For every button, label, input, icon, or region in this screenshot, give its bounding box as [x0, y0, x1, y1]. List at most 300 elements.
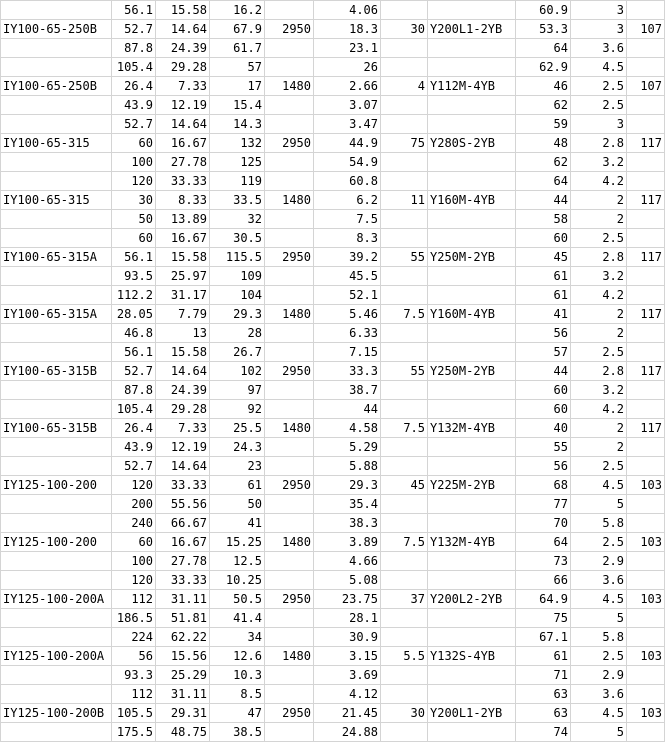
cell-head[interactable]: 29.3 — [210, 305, 265, 324]
cell-efficiency[interactable]: 67.1 — [516, 628, 571, 647]
cell-npsh[interactable]: 4.5 — [571, 704, 627, 723]
cell-npsh[interactable]: 3.6 — [571, 685, 627, 704]
cell-head[interactable]: 12.6 — [210, 647, 265, 666]
cell-weight[interactable] — [627, 210, 665, 229]
cell-head[interactable]: 24.3 — [210, 438, 265, 457]
cell-flow-m3h[interactable]: 175.5 — [112, 723, 156, 742]
cell-speed[interactable]: 2950 — [265, 248, 314, 267]
cell-weight[interactable] — [627, 495, 665, 514]
cell-pump-model[interactable]: IY100-65-315 — [1, 134, 112, 153]
cell-npsh[interactable]: 2 — [571, 438, 627, 457]
cell-speed[interactable] — [265, 58, 314, 77]
cell-head[interactable]: 26.7 — [210, 343, 265, 362]
cell-efficiency[interactable]: 68 — [516, 476, 571, 495]
cell-speed[interactable] — [265, 381, 314, 400]
cell-motor-power[interactable] — [381, 685, 428, 704]
cell-npsh[interactable]: 4.2 — [571, 400, 627, 419]
cell-npsh[interactable]: 2.9 — [571, 552, 627, 571]
cell-flow-ls[interactable]: 16.67 — [156, 134, 210, 153]
cell-weight[interactable] — [627, 343, 665, 362]
cell-flow-ls[interactable]: 7.33 — [156, 77, 210, 96]
cell-efficiency[interactable]: 61 — [516, 267, 571, 286]
cell-pump-model[interactable] — [1, 438, 112, 457]
cell-motor-model[interactable]: Y132M-4YB — [428, 419, 516, 438]
cell-pump-model[interactable] — [1, 343, 112, 362]
cell-shaft-power[interactable]: 7.15 — [314, 343, 381, 362]
cell-shaft-power[interactable]: 35.4 — [314, 495, 381, 514]
cell-motor-model[interactable] — [428, 153, 516, 172]
cell-motor-model[interactable] — [428, 552, 516, 571]
cell-shaft-power[interactable]: 4.06 — [314, 1, 381, 20]
cell-motor-model[interactable] — [428, 495, 516, 514]
cell-shaft-power[interactable]: 44 — [314, 400, 381, 419]
cell-head[interactable]: 102 — [210, 362, 265, 381]
cell-flow-m3h[interactable]: 52.7 — [112, 362, 156, 381]
cell-speed[interactable] — [265, 571, 314, 590]
cell-npsh[interactable]: 2.5 — [571, 96, 627, 115]
cell-flow-ls[interactable]: 33.33 — [156, 172, 210, 191]
cell-efficiency[interactable]: 66 — [516, 571, 571, 590]
cell-pump-model[interactable] — [1, 381, 112, 400]
cell-shaft-power[interactable]: 4.12 — [314, 685, 381, 704]
cell-flow-m3h[interactable]: 200 — [112, 495, 156, 514]
cell-flow-m3h[interactable]: 105.5 — [112, 704, 156, 723]
cell-flow-m3h[interactable]: 105.4 — [112, 58, 156, 77]
cell-efficiency[interactable]: 75 — [516, 609, 571, 628]
cell-motor-model[interactable] — [428, 115, 516, 134]
cell-shaft-power[interactable]: 5.29 — [314, 438, 381, 457]
cell-flow-m3h[interactable]: 43.9 — [112, 438, 156, 457]
cell-shaft-power[interactable]: 23.75 — [314, 590, 381, 609]
cell-weight[interactable]: 117 — [627, 191, 665, 210]
cell-head[interactable]: 30.5 — [210, 229, 265, 248]
cell-efficiency[interactable]: 48 — [516, 134, 571, 153]
cell-motor-power[interactable]: 7.5 — [381, 533, 428, 552]
cell-head[interactable]: 16.2 — [210, 1, 265, 20]
cell-efficiency[interactable]: 60.9 — [516, 1, 571, 20]
cell-motor-power[interactable] — [381, 96, 428, 115]
cell-npsh[interactable]: 3 — [571, 20, 627, 39]
cell-speed[interactable] — [265, 685, 314, 704]
cell-flow-ls[interactable]: 12.19 — [156, 438, 210, 457]
cell-npsh[interactable]: 2.5 — [571, 647, 627, 666]
cell-npsh[interactable]: 2 — [571, 210, 627, 229]
cell-motor-model[interactable] — [428, 39, 516, 58]
cell-efficiency[interactable]: 73 — [516, 552, 571, 571]
cell-motor-model[interactable] — [428, 324, 516, 343]
cell-motor-model[interactable] — [428, 571, 516, 590]
cell-weight[interactable] — [627, 58, 665, 77]
cell-flow-m3h[interactable]: 30 — [112, 191, 156, 210]
cell-flow-ls[interactable]: 15.58 — [156, 1, 210, 20]
cell-motor-model[interactable]: Y225M-2YB — [428, 476, 516, 495]
cell-motor-power[interactable] — [381, 381, 428, 400]
cell-flow-ls[interactable]: 33.33 — [156, 571, 210, 590]
cell-pump-model[interactable] — [1, 457, 112, 476]
cell-weight[interactable]: 103 — [627, 704, 665, 723]
cell-motor-power[interactable] — [381, 666, 428, 685]
cell-head[interactable]: 14.3 — [210, 115, 265, 134]
cell-flow-ls[interactable]: 55.56 — [156, 495, 210, 514]
cell-pump-model[interactable] — [1, 267, 112, 286]
cell-speed[interactable]: 1480 — [265, 647, 314, 666]
cell-efficiency[interactable]: 63 — [516, 685, 571, 704]
cell-efficiency[interactable]: 44 — [516, 362, 571, 381]
cell-npsh[interactable]: 3 — [571, 115, 627, 134]
cell-shaft-power[interactable]: 4.66 — [314, 552, 381, 571]
cell-flow-ls[interactable]: 25.97 — [156, 267, 210, 286]
cell-npsh[interactable]: 2 — [571, 305, 627, 324]
cell-shaft-power[interactable]: 54.9 — [314, 153, 381, 172]
cell-weight[interactable] — [627, 666, 665, 685]
cell-flow-ls[interactable]: 13.89 — [156, 210, 210, 229]
cell-shaft-power[interactable]: 38.3 — [314, 514, 381, 533]
cell-weight[interactable]: 107 — [627, 20, 665, 39]
cell-pump-model[interactable] — [1, 96, 112, 115]
cell-flow-ls[interactable]: 15.56 — [156, 647, 210, 666]
cell-weight[interactable]: 117 — [627, 419, 665, 438]
cell-motor-model[interactable] — [428, 685, 516, 704]
cell-efficiency[interactable]: 40 — [516, 419, 571, 438]
cell-motor-model[interactable]: Y250M-2YB — [428, 248, 516, 267]
cell-efficiency[interactable]: 55 — [516, 438, 571, 457]
cell-motor-power[interactable] — [381, 115, 428, 134]
cell-head[interactable]: 32 — [210, 210, 265, 229]
cell-speed[interactable]: 1480 — [265, 305, 314, 324]
cell-weight[interactable] — [627, 324, 665, 343]
cell-shaft-power[interactable]: 5.08 — [314, 571, 381, 590]
cell-motor-power[interactable] — [381, 153, 428, 172]
cell-efficiency[interactable]: 64.9 — [516, 590, 571, 609]
cell-weight[interactable]: 103 — [627, 533, 665, 552]
cell-motor-power[interactable]: 11 — [381, 191, 428, 210]
cell-efficiency[interactable]: 62.9 — [516, 58, 571, 77]
cell-head[interactable]: 10.25 — [210, 571, 265, 590]
cell-npsh[interactable]: 2.8 — [571, 248, 627, 267]
cell-efficiency[interactable]: 77 — [516, 495, 571, 514]
cell-pump-model[interactable]: IY125-100-200A — [1, 647, 112, 666]
cell-weight[interactable]: 117 — [627, 362, 665, 381]
cell-flow-m3h[interactable]: 112 — [112, 685, 156, 704]
cell-shaft-power[interactable]: 44.9 — [314, 134, 381, 153]
cell-flow-ls[interactable]: 7.33 — [156, 419, 210, 438]
cell-head[interactable]: 8.5 — [210, 685, 265, 704]
cell-flow-ls[interactable]: 24.39 — [156, 39, 210, 58]
cell-flow-m3h[interactable]: 87.8 — [112, 39, 156, 58]
cell-motor-power[interactable] — [381, 343, 428, 362]
cell-motor-power[interactable]: 7.5 — [381, 305, 428, 324]
cell-weight[interactable] — [627, 457, 665, 476]
cell-motor-model[interactable] — [428, 514, 516, 533]
cell-shaft-power[interactable]: 21.45 — [314, 704, 381, 723]
cell-shaft-power[interactable]: 3.47 — [314, 115, 381, 134]
cell-head[interactable]: 15.4 — [210, 96, 265, 115]
cell-efficiency[interactable]: 71 — [516, 666, 571, 685]
cell-pump-model[interactable] — [1, 571, 112, 590]
cell-speed[interactable] — [265, 609, 314, 628]
cell-flow-m3h[interactable]: 52.7 — [112, 20, 156, 39]
cell-shaft-power[interactable]: 29.3 — [314, 476, 381, 495]
cell-speed[interactable] — [265, 514, 314, 533]
cell-speed[interactable]: 1480 — [265, 533, 314, 552]
cell-head[interactable]: 47 — [210, 704, 265, 723]
cell-shaft-power[interactable]: 3.89 — [314, 533, 381, 552]
cell-efficiency[interactable]: 62 — [516, 96, 571, 115]
cell-flow-m3h[interactable]: 105.4 — [112, 400, 156, 419]
cell-head[interactable]: 50 — [210, 495, 265, 514]
cell-head[interactable]: 97 — [210, 381, 265, 400]
cell-weight[interactable]: 107 — [627, 77, 665, 96]
cell-pump-model[interactable] — [1, 172, 112, 191]
cell-shaft-power[interactable]: 6.33 — [314, 324, 381, 343]
cell-motor-model[interactable] — [428, 438, 516, 457]
cell-shaft-power[interactable]: 52.1 — [314, 286, 381, 305]
cell-shaft-power[interactable]: 3.69 — [314, 666, 381, 685]
cell-flow-m3h[interactable]: 112 — [112, 590, 156, 609]
cell-pump-model[interactable] — [1, 115, 112, 134]
cell-npsh[interactable]: 2.5 — [571, 533, 627, 552]
cell-efficiency[interactable]: 63 — [516, 704, 571, 723]
cell-flow-m3h[interactable]: 100 — [112, 153, 156, 172]
cell-motor-power[interactable] — [381, 628, 428, 647]
cell-motor-model[interactable] — [428, 666, 516, 685]
cell-flow-m3h[interactable]: 120 — [112, 571, 156, 590]
cell-efficiency[interactable]: 70 — [516, 514, 571, 533]
cell-motor-model[interactable]: Y250M-2YB — [428, 362, 516, 381]
cell-npsh[interactable]: 3.2 — [571, 153, 627, 172]
cell-flow-ls[interactable]: 15.58 — [156, 343, 210, 362]
cell-head[interactable]: 61.7 — [210, 39, 265, 58]
cell-shaft-power[interactable]: 26 — [314, 58, 381, 77]
cell-flow-ls[interactable]: 24.39 — [156, 381, 210, 400]
cell-flow-m3h[interactable]: 46.8 — [112, 324, 156, 343]
cell-head[interactable]: 57 — [210, 58, 265, 77]
cell-flow-m3h[interactable]: 43.9 — [112, 96, 156, 115]
cell-flow-ls[interactable]: 27.78 — [156, 552, 210, 571]
cell-motor-model[interactable] — [428, 286, 516, 305]
cell-pump-model[interactable] — [1, 1, 112, 20]
cell-speed[interactable]: 2950 — [265, 590, 314, 609]
cell-speed[interactable] — [265, 115, 314, 134]
cell-speed[interactable] — [265, 267, 314, 286]
cell-efficiency[interactable]: 60 — [516, 229, 571, 248]
cell-speed[interactable] — [265, 343, 314, 362]
cell-speed[interactable] — [265, 438, 314, 457]
cell-motor-power[interactable] — [381, 210, 428, 229]
cell-npsh[interactable]: 5 — [571, 609, 627, 628]
cell-pump-model[interactable]: IY125-100-200 — [1, 476, 112, 495]
cell-flow-m3h[interactable]: 28.05 — [112, 305, 156, 324]
cell-npsh[interactable]: 3.2 — [571, 267, 627, 286]
cell-flow-m3h[interactable]: 56 — [112, 647, 156, 666]
cell-head[interactable]: 34 — [210, 628, 265, 647]
cell-head[interactable]: 104 — [210, 286, 265, 305]
cell-motor-model[interactable] — [428, 381, 516, 400]
cell-weight[interactable]: 117 — [627, 305, 665, 324]
cell-weight[interactable] — [627, 609, 665, 628]
cell-motor-power[interactable]: 5.5 — [381, 647, 428, 666]
cell-motor-power[interactable] — [381, 324, 428, 343]
cell-flow-ls[interactable]: 13 — [156, 324, 210, 343]
cell-motor-model[interactable] — [428, 457, 516, 476]
cell-flow-m3h[interactable]: 120 — [112, 172, 156, 191]
cell-efficiency[interactable]: 64 — [516, 39, 571, 58]
cell-npsh[interactable]: 5.8 — [571, 514, 627, 533]
cell-motor-model[interactable] — [428, 96, 516, 115]
cell-speed[interactable] — [265, 457, 314, 476]
cell-shaft-power[interactable]: 5.46 — [314, 305, 381, 324]
cell-flow-ls[interactable]: 16.67 — [156, 533, 210, 552]
cell-motor-power[interactable] — [381, 609, 428, 628]
cell-efficiency[interactable]: 59 — [516, 115, 571, 134]
cell-weight[interactable] — [627, 153, 665, 172]
cell-pump-model[interactable]: IY100-65-315B — [1, 419, 112, 438]
cell-flow-m3h[interactable]: 112.2 — [112, 286, 156, 305]
cell-flow-ls[interactable]: 51.81 — [156, 609, 210, 628]
cell-motor-model[interactable] — [428, 609, 516, 628]
cell-motor-power[interactable]: 30 — [381, 704, 428, 723]
cell-speed[interactable] — [265, 39, 314, 58]
cell-weight[interactable] — [627, 1, 665, 20]
cell-motor-power[interactable] — [381, 1, 428, 20]
cell-speed[interactable]: 2950 — [265, 704, 314, 723]
cell-npsh[interactable]: 2.5 — [571, 343, 627, 362]
cell-pump-model[interactable]: IY125-100-200B — [1, 704, 112, 723]
cell-pump-model[interactable] — [1, 495, 112, 514]
cell-motor-model[interactable]: Y160M-4YB — [428, 305, 516, 324]
cell-npsh[interactable]: 2.5 — [571, 229, 627, 248]
cell-speed[interactable] — [265, 172, 314, 191]
cell-motor-model[interactable]: Y280S-2YB — [428, 134, 516, 153]
cell-speed[interactable] — [265, 628, 314, 647]
cell-efficiency[interactable]: 46 — [516, 77, 571, 96]
cell-speed[interactable] — [265, 96, 314, 115]
cell-efficiency[interactable]: 64 — [516, 172, 571, 191]
cell-weight[interactable] — [627, 115, 665, 134]
cell-motor-power[interactable] — [381, 39, 428, 58]
cell-flow-m3h[interactable]: 60 — [112, 533, 156, 552]
cell-shaft-power[interactable]: 7.5 — [314, 210, 381, 229]
cell-flow-m3h[interactable]: 52.7 — [112, 115, 156, 134]
cell-shaft-power[interactable]: 6.2 — [314, 191, 381, 210]
cell-efficiency[interactable]: 45 — [516, 248, 571, 267]
cell-motor-power[interactable] — [381, 438, 428, 457]
cell-efficiency[interactable]: 44 — [516, 191, 571, 210]
cell-npsh[interactable]: 4.2 — [571, 286, 627, 305]
cell-speed[interactable] — [265, 153, 314, 172]
cell-shaft-power[interactable]: 24.88 — [314, 723, 381, 742]
cell-npsh[interactable]: 2.8 — [571, 362, 627, 381]
cell-npsh[interactable]: 5 — [571, 495, 627, 514]
cell-motor-power[interactable]: 37 — [381, 590, 428, 609]
cell-efficiency[interactable]: 60 — [516, 400, 571, 419]
cell-shaft-power[interactable]: 5.88 — [314, 457, 381, 476]
cell-speed[interactable]: 1480 — [265, 191, 314, 210]
cell-weight[interactable] — [627, 628, 665, 647]
cell-weight[interactable] — [627, 685, 665, 704]
cell-pump-model[interactable] — [1, 153, 112, 172]
cell-motor-model[interactable] — [428, 210, 516, 229]
cell-pump-model[interactable] — [1, 723, 112, 742]
cell-flow-m3h[interactable]: 240 — [112, 514, 156, 533]
cell-speed[interactable]: 2950 — [265, 20, 314, 39]
cell-motor-power[interactable] — [381, 267, 428, 286]
cell-flow-ls[interactable]: 48.75 — [156, 723, 210, 742]
cell-motor-power[interactable]: 55 — [381, 362, 428, 381]
cell-head[interactable]: 12.5 — [210, 552, 265, 571]
cell-npsh[interactable]: 3.6 — [571, 39, 627, 58]
cell-shaft-power[interactable]: 39.2 — [314, 248, 381, 267]
cell-pump-model[interactable]: IY125-100-200 — [1, 533, 112, 552]
cell-head[interactable]: 132 — [210, 134, 265, 153]
cell-speed[interactable]: 1480 — [265, 419, 314, 438]
cell-flow-ls[interactable]: 14.64 — [156, 20, 210, 39]
cell-flow-ls[interactable]: 8.33 — [156, 191, 210, 210]
cell-flow-m3h[interactable]: 26.4 — [112, 419, 156, 438]
cell-speed[interactable]: 2950 — [265, 134, 314, 153]
cell-pump-model[interactable] — [1, 229, 112, 248]
cell-weight[interactable] — [627, 96, 665, 115]
cell-pump-model[interactable]: IY100-65-250B — [1, 77, 112, 96]
cell-npsh[interactable]: 2.8 — [571, 134, 627, 153]
cell-flow-ls[interactable]: 31.17 — [156, 286, 210, 305]
cell-weight[interactable]: 117 — [627, 248, 665, 267]
cell-flow-m3h[interactable]: 60 — [112, 229, 156, 248]
cell-weight[interactable] — [627, 571, 665, 590]
cell-flow-ls[interactable]: 29.31 — [156, 704, 210, 723]
cell-weight[interactable]: 103 — [627, 590, 665, 609]
cell-pump-model[interactable] — [1, 58, 112, 77]
cell-flow-m3h[interactable]: 50 — [112, 210, 156, 229]
cell-head[interactable]: 23 — [210, 457, 265, 476]
cell-motor-power[interactable] — [381, 723, 428, 742]
cell-motor-model[interactable]: Y112M-4YB — [428, 77, 516, 96]
cell-efficiency[interactable]: 53.3 — [516, 20, 571, 39]
cell-speed[interactable] — [265, 723, 314, 742]
cell-motor-power[interactable] — [381, 172, 428, 191]
cell-flow-m3h[interactable]: 56.1 — [112, 248, 156, 267]
cell-weight[interactable] — [627, 723, 665, 742]
cell-efficiency[interactable]: 74 — [516, 723, 571, 742]
cell-weight[interactable]: 103 — [627, 647, 665, 666]
cell-flow-m3h[interactable]: 93.5 — [112, 267, 156, 286]
cell-npsh[interactable]: 4.5 — [571, 58, 627, 77]
cell-speed[interactable] — [265, 400, 314, 419]
cell-speed[interactable] — [265, 666, 314, 685]
cell-motor-power[interactable] — [381, 58, 428, 77]
cell-speed[interactable] — [265, 229, 314, 248]
cell-speed[interactable]: 2950 — [265, 476, 314, 495]
cell-motor-power[interactable] — [381, 514, 428, 533]
cell-pump-model[interactable] — [1, 39, 112, 58]
cell-shaft-power[interactable]: 18.3 — [314, 20, 381, 39]
cell-flow-m3h[interactable]: 100 — [112, 552, 156, 571]
cell-npsh[interactable]: 5 — [571, 723, 627, 742]
cell-weight[interactable] — [627, 172, 665, 191]
cell-head[interactable]: 92 — [210, 400, 265, 419]
cell-head[interactable]: 38.5 — [210, 723, 265, 742]
cell-head[interactable]: 67.9 — [210, 20, 265, 39]
cell-pump-model[interactable] — [1, 609, 112, 628]
cell-motor-power[interactable] — [381, 400, 428, 419]
cell-efficiency[interactable]: 58 — [516, 210, 571, 229]
cell-motor-model[interactable]: Y160M-4YB — [428, 191, 516, 210]
cell-efficiency[interactable]: 64 — [516, 533, 571, 552]
cell-pump-model[interactable] — [1, 286, 112, 305]
cell-flow-ls[interactable]: 31.11 — [156, 685, 210, 704]
cell-shaft-power[interactable]: 28.1 — [314, 609, 381, 628]
cell-speed[interactable] — [265, 286, 314, 305]
